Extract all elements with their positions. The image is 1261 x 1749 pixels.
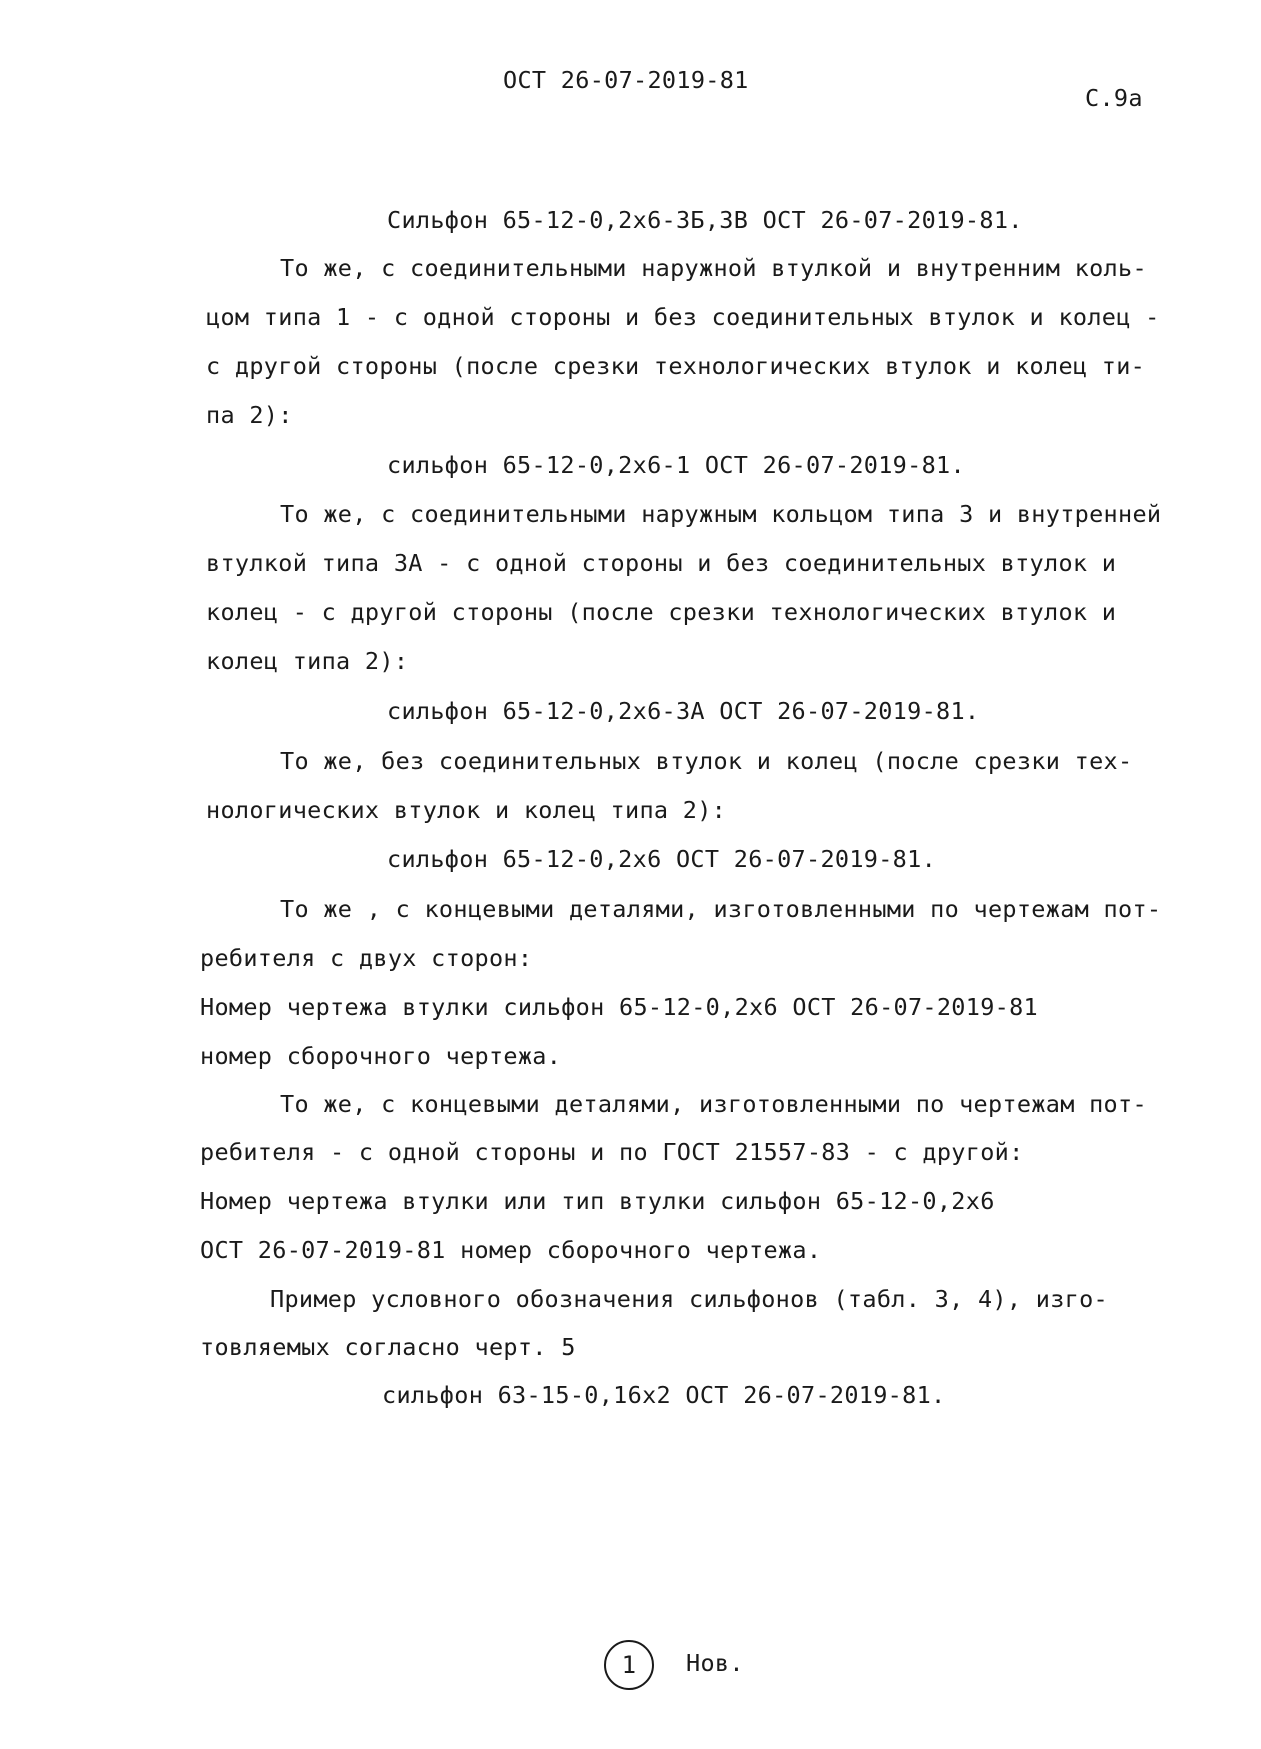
paragraph-line: с другой стороны (после срезки технологических втулок и колец ти- <box>206 352 1146 380</box>
paragraph-line: ребителя - с одной стороны и по ГОСТ 21557-83 - с другой: <box>200 1138 1024 1166</box>
change-number-circle: 1 <box>604 1640 654 1690</box>
paragraph-line: Номер чертежа втулки или тип втулки сильфон 65-12-0,2х6 <box>200 1187 995 1215</box>
paragraph-line: То же , с концевыми деталями, изготовленными по чертежам пот- <box>280 895 1162 923</box>
paragraph-line: Пример условного обозначения сильфонов (табл. 3, 4), изго- <box>270 1285 1108 1313</box>
paragraph-line: номер сборочного чертежа. <box>200 1042 562 1070</box>
paragraph-line: Номер чертежа втулки сильфон 65-12-0,2х6 ОСТ 26-07-2019-81 <box>200 993 1038 1021</box>
paragraph-line: колец типа 2): <box>206 647 409 675</box>
designation-line: сильфон 65-12-0,2х6-1 ОСТ 26-07-2019-81. <box>387 451 965 479</box>
paragraph-line: То же, с соединительными наружным кольцом типа 3 и внутренней <box>280 500 1162 528</box>
paragraph-line: па 2): <box>206 401 293 429</box>
paragraph-line: товляемых согласно черт. 5 <box>200 1333 576 1361</box>
designation-line: сильфон 65-12-0,2х6 ОСТ 26-07-2019-81. <box>387 845 937 873</box>
header-standard: ОСТ 26-07-2019-81 <box>503 66 749 94</box>
designation-line: сильфон 65-12-0,2х6-3А ОСТ 26-07-2019-81. <box>387 697 980 725</box>
paragraph-line: втулкой типа 3А - с одной стороны и без соединительных втулок и <box>206 549 1117 577</box>
designation-line: сильфон 63-15-0,16х2 ОСТ 26-07-2019-81. <box>382 1381 946 1409</box>
paragraph-line: ОСТ 26-07-2019-81 номер сборочного чертежа. <box>200 1236 822 1264</box>
paragraph-line: То же, с концевыми деталями, изготовленными по чертежам пот- <box>280 1090 1147 1118</box>
paragraph-line: То же, с соединительными наружной втулкой и внутренним коль- <box>280 254 1147 282</box>
paragraph-line: нологических втулок и колец типа 2): <box>206 796 727 824</box>
designation-line: Сильфон 65-12-0,2х6-3Б,3В ОСТ 26-07-2019-81. <box>387 206 1023 234</box>
paragraph-line: То же, без соединительных втулок и колец (после срезки тех- <box>280 747 1133 775</box>
paragraph-line: колец - с другой стороны (после срезки технологических втулок и <box>206 598 1117 626</box>
change-type: Нов. <box>686 1649 744 1677</box>
paragraph-line: цом типа 1 - с одной стороны и без соединительных втулок и колец - <box>206 303 1160 331</box>
page-number: С.9а <box>1085 84 1143 112</box>
paragraph-line: ребителя с двух сторон: <box>200 944 533 972</box>
